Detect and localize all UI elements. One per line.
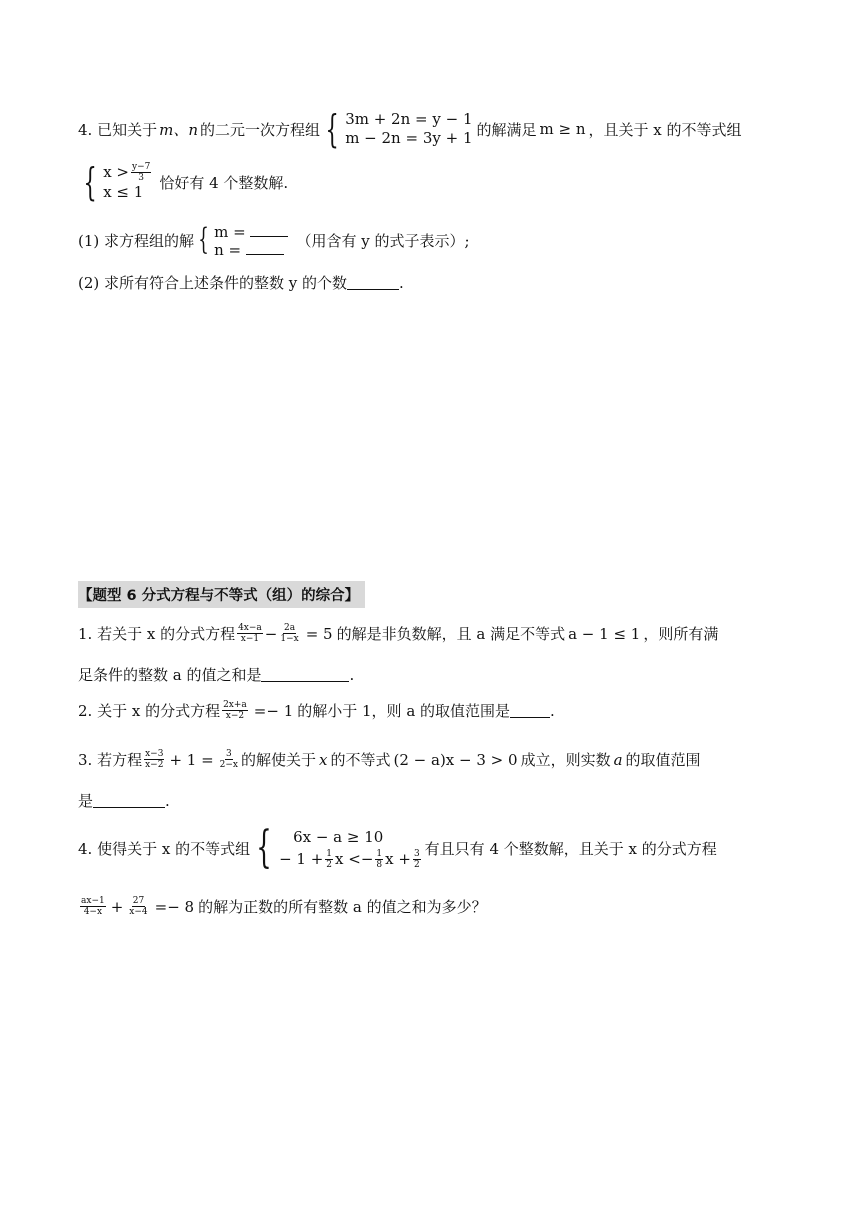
- s2-q4-b: 有且只有 4 个整数解，且关于 x 的分式方程: [424, 839, 717, 858]
- s2-q1-line1: [78, 623, 718, 644]
- s2-q1-minus: −: [264, 624, 278, 643]
- fraction-denominator: x−4: [129, 907, 148, 917]
- s2-q3-c: 的不等式: [330, 751, 391, 769]
- fraction-numerator: 2x+a: [223, 700, 247, 710]
- fraction-denominator: 8: [376, 859, 383, 870]
- brace-icon: {: [198, 222, 209, 257]
- brace-icon: {: [325, 107, 339, 151]
- s2-q4-fraction2: [128, 896, 148, 917]
- s2-q4-line1: [78, 822, 717, 873]
- s2-q1-line2-text: 足条件的整数 a 的值之和是: [78, 666, 262, 684]
- s1-q4-eq1: 3m + 2n = y − 1: [345, 110, 473, 128]
- section-heading: 【题型 6 分式方程与不等式（组）的综合】: [78, 581, 365, 608]
- answer-blank-q2[interactable]: [510, 703, 550, 718]
- s2-q3-b: 的解使关于: [241, 751, 317, 769]
- s1-q4-equation-system: [320, 107, 473, 151]
- s2-q2-a: 2. 关于 x 的分式方程: [78, 702, 221, 720]
- fraction-numerator: 3: [225, 749, 232, 759]
- s2-q2-end: .: [550, 701, 555, 720]
- s1-part1-m: m =: [214, 223, 246, 241]
- answer-blank-m[interactable]: [250, 222, 288, 237]
- s1-part1-n: n =: [214, 241, 242, 259]
- brace-icon: {: [83, 160, 97, 204]
- s2-q3-line2-text: 是: [78, 792, 94, 810]
- s2-q3-ineq: (2 − a)x − 3 > 0: [393, 750, 518, 769]
- s2-q3-x: x: [319, 750, 328, 769]
- s1-q4-eq2: m − 2n = 3y + 1: [345, 129, 473, 147]
- brace-icon: {: [256, 822, 272, 873]
- s1-part1-note: （用含有 y 的式子表示）;: [296, 231, 470, 250]
- s2-q4-row1: 6x − a ≥ 10: [293, 828, 384, 846]
- fraction-numerator: ax−1: [81, 896, 105, 906]
- s2-q3-line2: [78, 790, 170, 811]
- fraction-denominator: 2: [326, 859, 333, 870]
- s1-part1-label: (1) 求方程组的解: [78, 231, 195, 250]
- s2-q4-row2: [279, 848, 423, 870]
- s2-q4-fraction1: [80, 896, 106, 917]
- fraction-denominator: x−2: [225, 711, 245, 721]
- s2-q1-a: 1. 若关于 x 的分式方程: [78, 625, 236, 643]
- fraction-denominator: 2−x: [219, 760, 238, 770]
- s1-q4-line1: [78, 107, 742, 151]
- s2-q1-line2: [78, 664, 354, 685]
- s1-q4-vars: m、n: [159, 120, 198, 139]
- fraction-numerator: x−3: [145, 749, 164, 759]
- s2-q3-a: 3. 若方程: [78, 751, 143, 769]
- s2-q1-end: .: [349, 665, 355, 684]
- s1-q4-intro: 4. 已知关于: [78, 120, 158, 139]
- answer-blank-n[interactable]: [246, 240, 284, 255]
- s2-q3-fraction1: [144, 749, 164, 770]
- s2-q4-c: 的解为正数的所有整数 a 的值之和为多少？: [198, 898, 487, 916]
- s1-q4-part1: [78, 222, 470, 258]
- s1-q4-after: 的解满足: [476, 120, 537, 139]
- s1-q4-inequality-system: [78, 162, 153, 202]
- s2-q4-inequality-system: [250, 822, 423, 873]
- s1-q4-ineq1-left: x >: [103, 163, 129, 181]
- s2-q2-b: 的解小于 1，则 a 的取值范围是: [297, 702, 511, 720]
- fraction-numerator: 1: [376, 848, 383, 859]
- s2-q3-d: 成立，则实数: [520, 751, 611, 769]
- fraction-denominator: 2: [413, 859, 420, 870]
- s1-q4-line2: [78, 162, 288, 202]
- s2-q3-line1: [78, 749, 701, 770]
- s2-q1-fraction1: [237, 623, 263, 644]
- s2-q1-c: ，则所有满: [643, 625, 719, 643]
- s1-q4-cond: m ≥ n: [539, 120, 586, 138]
- s1-q4-part2: [78, 272, 404, 293]
- fraction-denominator: x−2: [145, 760, 164, 770]
- fraction-numerator: 1: [326, 848, 333, 859]
- s2-q1-ineq: a − 1 ≤ 1: [568, 624, 641, 643]
- s2-q4-row2-c: x +: [385, 850, 411, 868]
- s2-q3-e: 的取值范围: [625, 751, 701, 769]
- fraction-denominator: 1−x: [280, 634, 299, 644]
- s1-q4-ineq1-fraction: [131, 162, 151, 183]
- s2-q3-fraction2: [219, 749, 239, 770]
- s1-q4-ineq2: x ≤ 1: [103, 183, 144, 201]
- s2-q4-a: 4. 使得关于 x 的不等式组: [78, 839, 251, 858]
- s2-q4-line2: [78, 896, 487, 917]
- s2-q1-b: 的解是非负数解，且 a 满足不等式: [336, 625, 566, 643]
- s2-q2-fraction: [222, 700, 248, 721]
- fraction-numerator: 27: [132, 896, 145, 906]
- s2-q1-fraction2: [279, 623, 299, 644]
- s2-q2-eq: =− 1: [253, 701, 294, 720]
- answer-blank-part2[interactable]: [347, 275, 399, 290]
- fraction-denominator: x−1: [240, 634, 260, 644]
- fraction-numerator: 4x−a: [238, 623, 262, 633]
- s2-q4-row2-a: − 1 +: [279, 850, 324, 868]
- s1-q4-ineq-text: 恰好有 4 个整数解.: [159, 173, 289, 192]
- s1-part1-system: [194, 222, 288, 258]
- answer-blank-q3[interactable]: [93, 793, 165, 808]
- s2-q1-eq: = 5: [305, 624, 333, 643]
- s2-q4-row2-b: x <−: [335, 850, 374, 868]
- s1-q4-mid: 的二元一次方程组: [199, 120, 320, 139]
- s1-q4-tail: ，且关于 x 的不等式组: [588, 120, 742, 139]
- fraction-numerator: 2a: [284, 623, 296, 633]
- s2-q3-end: .: [165, 791, 170, 810]
- fraction-denominator: 4−x: [83, 907, 103, 917]
- fraction-numerator: y−7: [131, 162, 151, 172]
- s2-q2-line: [78, 700, 555, 721]
- s2-q3-a-var: a: [613, 750, 623, 769]
- fraction-numerator: 3: [413, 848, 420, 859]
- fraction-denominator: 3: [138, 173, 145, 183]
- s2-q4-eq: =− 8: [154, 897, 195, 916]
- s2-q4-plus: +: [110, 897, 124, 916]
- s2-q3-plus: + 1 =: [169, 750, 214, 769]
- s1-part2-end: .: [399, 273, 404, 292]
- s1-part2-text: (2) 求所有符合上述条件的整数 y 的个数: [78, 274, 348, 292]
- answer-blank-q1[interactable]: [261, 667, 349, 682]
